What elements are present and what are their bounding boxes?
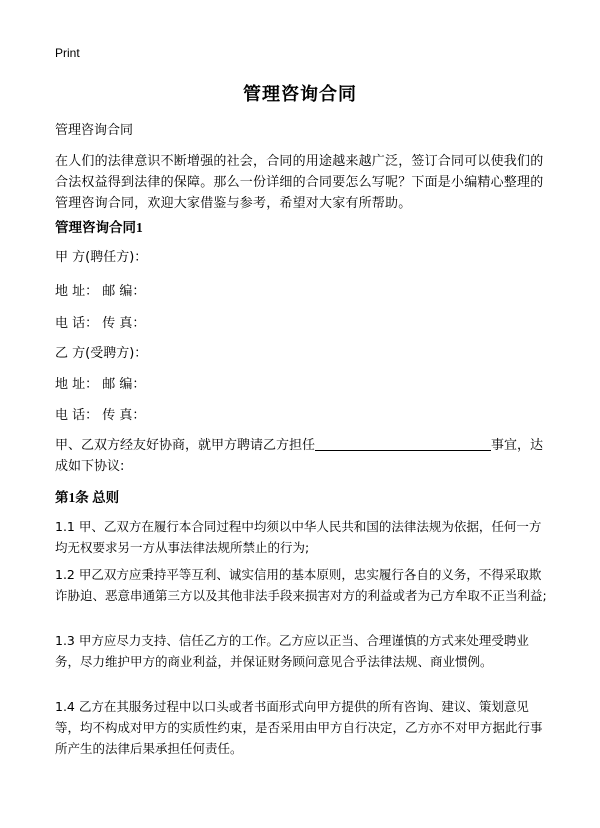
document-title: 管理咨询合同 [243, 84, 357, 105]
contract1-heading: 管理咨询合同1 [55, 220, 143, 235]
agreement-post: 事宜，达成如下协议: [55, 438, 544, 474]
clause-1-3: 1.3 甲方应尽力支持、信任乙方的工作。乙方应以正当、合理谨慎的方式来处理受聘业务，尽力维护甲方的商业利益，并保证财务顾问意见合乎法律法规、商业惯例。 [55, 633, 529, 669]
phone-b-line: 电 话： 传 真： [55, 408, 146, 423]
article1-heading: 第1条 总则 [55, 490, 120, 505]
party-b-line: 乙 方(受聘方)： [55, 346, 148, 361]
clause-1-4: 1.4 乙方在其服务过程中以口头或者书面形式向甲方提供的所有咨询、建议、策划意见等，均不构成对甲方的实质性约束，是否采用由甲方自行决定，乙方亦不对甲方据此行事所产生的法律后果承担任何责任。 [55, 699, 543, 756]
document-subtitle: 管理咨询合同 [55, 123, 134, 138]
agreement-blank-line [315, 436, 491, 451]
party-a-line: 甲 方(聘任方)： [55, 250, 148, 265]
agreement-paragraph [55, 435, 547, 477]
clause-1-2: 1.2 甲乙双方应秉持平等互利、诚实信用的基本原则，忠实履行各自的义务，不得采取欺诈胁迫、恶意串通第三方以及其他非法手段来损害对方的利益或者为己方牟取不正当利益; [55, 567, 547, 603]
intro-paragraph: 在人们的法律意识不断增强的社会，合同的用途越来越广泛，签订合同可以使我们的合法权益得到法律的保障。那么一份详细的合同要怎么写呢？下面是小编精心整理的管理咨询合同，欢迎大家借鉴与参考，希望对大家有所帮助。 [55, 154, 544, 211]
print-link[interactable]: Print [55, 46, 80, 60]
address-b-line: 地 址： 邮 编： [55, 377, 146, 392]
agreement-pre: 甲、乙双方经友好协商，就甲方聘请乙方担任 [55, 438, 316, 453]
clause-1-1: 1.1 甲、乙双方在履行本合同过程中均须以中华人民共和国的法律法规为依据，任何一方均无权要求另一方从事法律法规所禁止的行为; [55, 519, 542, 555]
address-a-line: 地 址： 邮 编： [55, 284, 146, 299]
phone-a-line: 电 话： 传 真： [55, 316, 146, 331]
